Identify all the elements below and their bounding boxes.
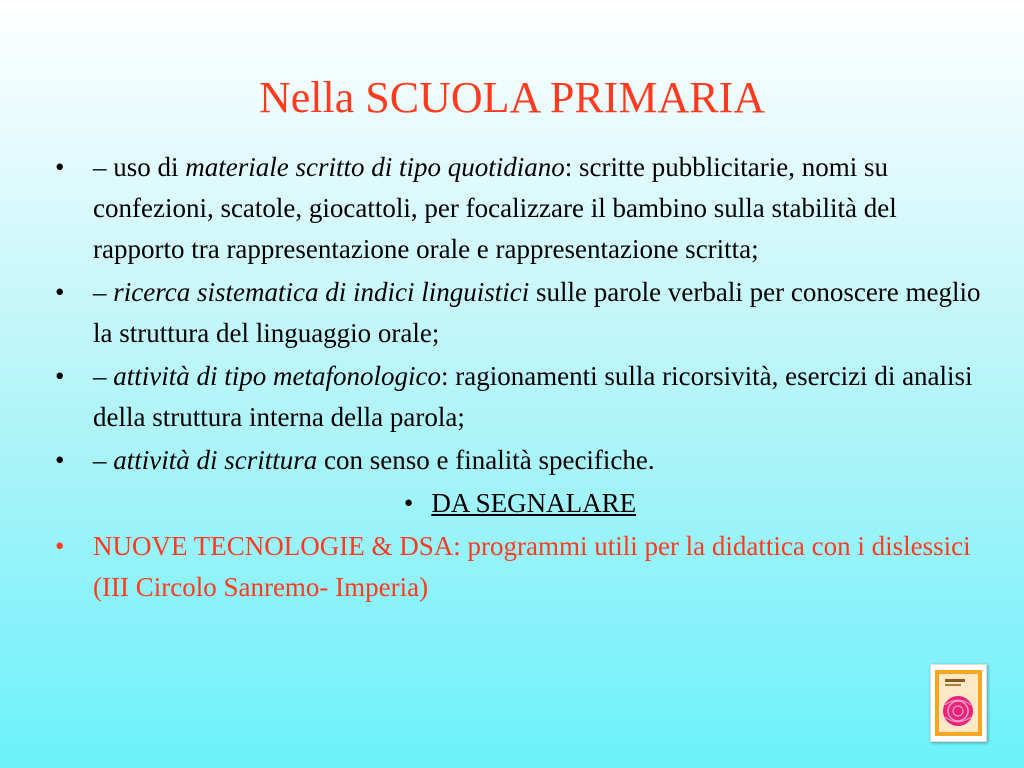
bullet-italic: attività di scrittura	[113, 445, 318, 475]
bullet-item-scrittura	[55, 440, 985, 481]
bullet-icon: •	[55, 277, 65, 307]
bullet-text: : ragionamenti sulla ricorsività, esercizi di analisi della struttura interna della parola;	[93, 361, 973, 432]
bullet-text: con senso e finalità specifiche.	[317, 445, 655, 475]
bullet-icon: •	[403, 488, 414, 518]
bullet-text: : scritte pubblicitarie, nomi su confezioni, scatole, giocattoli, per focalizzare il bambino sulla stabilità del rapporto tra rappresentazione orale e rappresentazione scritta;	[93, 152, 897, 264]
bullet-icon: •	[55, 152, 65, 182]
book-cover-thumbnail	[930, 664, 987, 742]
bullet-item-da-segnalare	[55, 483, 985, 524]
bullet-list	[55, 147, 985, 610]
bullet-prefix: –	[93, 361, 114, 391]
bullet-prefix: –	[93, 277, 114, 307]
bullet-text: NUOVE TECNOLOGIE & DSA: programmi utili per la didattica con i dislessici (III Circolo Sanremo- Imperia)	[93, 531, 971, 602]
bullet-item-nuove-tecnologie	[55, 526, 985, 608]
book-cover-icon	[931, 665, 986, 741]
highlight-label: DA SEGNALARE	[431, 488, 637, 518]
bullet-icon: •	[55, 445, 65, 475]
bullet-prefix: –	[93, 445, 114, 475]
bullet-italic: ricerca sistematica di indici linguistici	[113, 277, 530, 307]
bullet-prefix: – uso di	[93, 152, 186, 182]
bullet-item-materiale	[55, 147, 985, 270]
bullet-italic: attività di tipo metafonologico	[113, 361, 441, 391]
bullet-icon: •	[55, 361, 65, 391]
bullet-italic: materiale scritto di tipo quotidiano	[185, 152, 565, 182]
bullet-icon: •	[55, 531, 65, 561]
bullet-item-ricerca	[55, 272, 985, 354]
bullet-text: sulle parole verbali per conoscere meglio la struttura del linguaggio orale;	[93, 277, 981, 348]
bullet-item-metafonologico	[55, 356, 985, 438]
slide-title: Nella SCUOLA PRIMARIA	[258, 73, 766, 122]
